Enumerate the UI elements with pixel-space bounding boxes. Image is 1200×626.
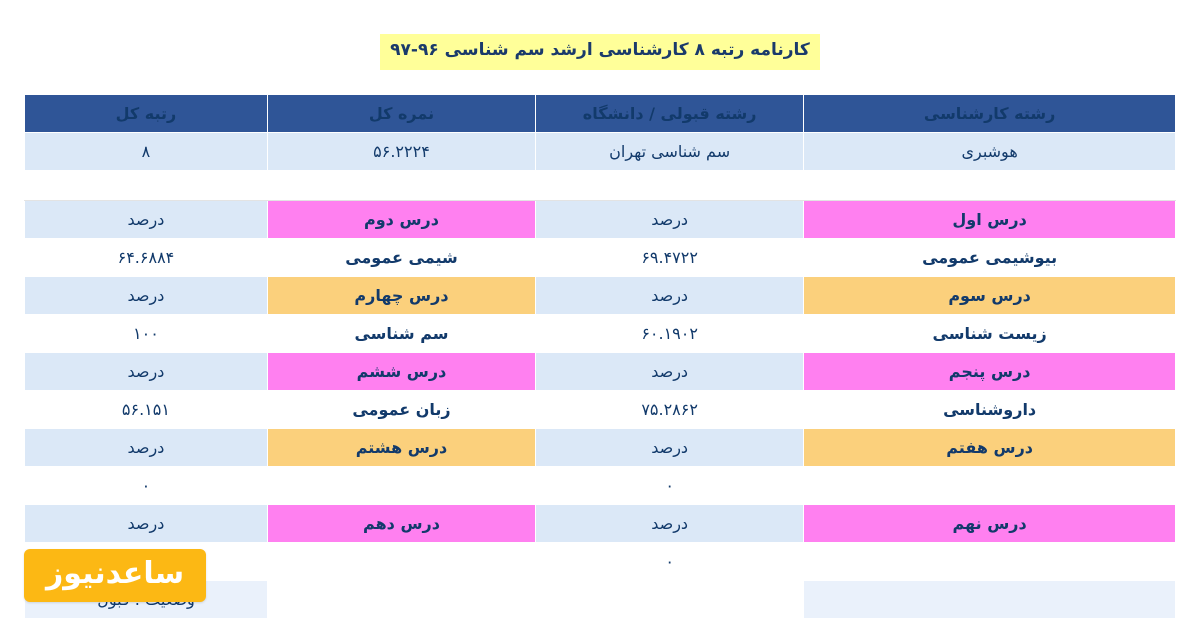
table-cell [25, 171, 268, 201]
table-cell: درصد [536, 429, 804, 467]
table-cell: هوشبری [804, 133, 1176, 171]
table-cell: درصد [536, 201, 804, 239]
page-title-container [0, 0, 1200, 70]
table-row [25, 391, 1176, 429]
table-header-row [25, 95, 1176, 133]
table-cell: زیست شناسی [804, 315, 1176, 353]
table-cell [804, 171, 1176, 201]
table-row [25, 133, 1176, 171]
table-cell: درصد [25, 429, 268, 467]
table-cell: درصد [25, 353, 268, 391]
table-cell: درس سوم [804, 277, 1176, 315]
table-cell: درصد [536, 505, 804, 543]
table-cell: درصد [536, 277, 804, 315]
column-header-total-score: نمره کل [267, 95, 535, 133]
table-cell: ۶۴.۶۸۸۴ [25, 239, 268, 277]
table-cell [804, 467, 1176, 505]
table-cell: ۰ [25, 467, 268, 505]
table-row [25, 277, 1176, 315]
table-row [25, 505, 1176, 543]
table-row [25, 239, 1176, 277]
table-cell [536, 171, 804, 201]
table-cell [536, 581, 804, 619]
table-cell: سم شناسی [267, 315, 535, 353]
karname-table [24, 94, 1176, 619]
table-cell: درس دوم [267, 201, 535, 239]
table-cell: درس هفتم [804, 429, 1176, 467]
table-cell: درس نهم [804, 505, 1176, 543]
table-cell [267, 467, 535, 505]
column-header-major: رشته کارشناسی [804, 95, 1176, 133]
table-cell: درصد [25, 201, 268, 239]
table-cell: ۶۹.۴۷۲۲ [536, 239, 804, 277]
column-header-accepted-field: رشته قبولی / دانشگاه [536, 95, 804, 133]
table-cell: زبان عمومی [267, 391, 535, 429]
table-row-spacer [25, 171, 1176, 201]
table-cell: ۶۰.۱۹۰۲ [536, 315, 804, 353]
saednews-watermark: ساعدنیوز [24, 549, 206, 602]
table-cell: ۰ [536, 467, 804, 505]
table-cell: داروشناسی [804, 391, 1176, 429]
table-cell: درس چهارم [267, 277, 535, 315]
column-header-total-rank: رتبه کل [25, 95, 268, 133]
table-cell [267, 171, 535, 201]
karname-table-container [24, 94, 1176, 619]
table-cell: ۷۵.۲۸۶۲ [536, 391, 804, 429]
table-cell [267, 543, 535, 581]
table-row [25, 429, 1176, 467]
table-row [25, 315, 1176, 353]
table-row [25, 353, 1176, 391]
table-cell: ۵۶.۱۵۱ [25, 391, 268, 429]
table-cell: درس اول [804, 201, 1176, 239]
table-cell: درس دهم [267, 505, 535, 543]
table-row [25, 467, 1176, 505]
table-cell: درصد [536, 353, 804, 391]
table-cell: درس پنجم [804, 353, 1176, 391]
table-cell [804, 543, 1176, 581]
table-cell: درصد [25, 277, 268, 315]
table-cell: درصد [25, 505, 268, 543]
table-cell: شیمی عمومی [267, 239, 535, 277]
page-title: کارنامه رتبه ۸ کارشناسی ارشد سم شناسی ۹۶-۹۷ [380, 34, 820, 70]
table-cell: بیوشیمی عمومی [804, 239, 1176, 277]
table-body [25, 133, 1176, 619]
table-cell: درس ششم [267, 353, 535, 391]
table-cell: ۸ [25, 133, 268, 171]
table-cell: ۵۶.۲۲۲۴ [267, 133, 535, 171]
table-cell [804, 581, 1176, 619]
table-cell: سم شناسی تهران [536, 133, 804, 171]
table-cell: درس هشتم [267, 429, 535, 467]
table-cell: ۱۰۰ [25, 315, 268, 353]
table-cell: ۰ [536, 543, 804, 581]
table-cell [267, 581, 535, 619]
table-row [25, 201, 1176, 239]
